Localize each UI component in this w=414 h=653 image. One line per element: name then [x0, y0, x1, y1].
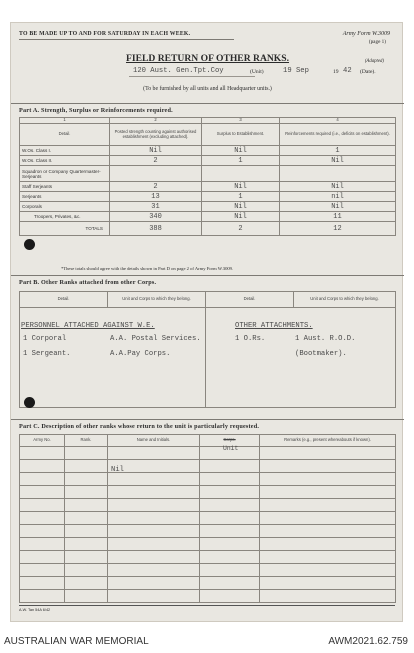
- row-posted: Nil: [110, 146, 202, 156]
- form-title: FIELD RETURN OF OTHER RANKS.: [125, 53, 290, 64]
- part-b-header-unit-right: Unit and Corps to which they belong.: [294, 292, 396, 308]
- row-surplus: 1: [202, 156, 280, 166]
- part-b-left-unit: A.A.Pay Corps.: [110, 350, 171, 358]
- row-reinf: 1: [280, 146, 396, 156]
- part-b-header-unit-left: Unit and Corps to which they belong.: [108, 292, 206, 308]
- part-b-right-unit: 1 Aust. R.O.D.: [295, 335, 356, 343]
- part-c-header-rank: Rank.: [65, 435, 108, 447]
- totals-note: *These totals should agree with the details shown in Part D on page 2 of Army Form W.3009.: [61, 266, 234, 271]
- bottom-rule: [19, 605, 395, 606]
- form-page: (page 1): [368, 39, 386, 45]
- table-row: [20, 192, 396, 202]
- part-c-header-army-no: Army No.: [20, 435, 65, 447]
- part-c-rule: [11, 419, 404, 420]
- row-reinf: [280, 166, 396, 182]
- part-b-left-unit: A.A. Postal Services.: [110, 335, 201, 343]
- row-surplus: Nil: [202, 146, 280, 156]
- year-value: 42: [343, 67, 352, 75]
- totals-label: TOTALS: [20, 222, 110, 236]
- part-b-header-detail-left: Detail.: [20, 292, 108, 308]
- part-c-header-remarks: Remarks (e.g., present whereabouts if known).: [260, 435, 396, 447]
- part-b-left-detail: 1 Corporal: [23, 335, 67, 343]
- footer-accession: AWM2021.62.759: [328, 636, 408, 647]
- row-surplus: 1: [202, 192, 280, 202]
- totals-posted: 388: [110, 222, 202, 236]
- row-surplus: Nil: [202, 212, 280, 222]
- part-c-header-corps: Corps.: [223, 437, 236, 443]
- row-detail: W.Os. Class II.: [20, 156, 110, 166]
- part-a-title: Part A. Strength, Surplus or Reinforcements required.: [19, 107, 173, 114]
- row-surplus: Nil: [202, 182, 280, 192]
- col-number-4: 4: [280, 118, 396, 124]
- part-c-table: [19, 434, 396, 603]
- totals-row: [20, 222, 396, 236]
- row-posted: 340: [110, 212, 202, 222]
- year-prefix: 19: [333, 69, 339, 75]
- unit-rule: [129, 76, 255, 77]
- punch-hole: [24, 239, 35, 250]
- row-reinf: Nil: [280, 156, 396, 166]
- row-posted: 2: [110, 156, 202, 166]
- col-header-surplus: Surplus to Establishment.: [202, 124, 280, 146]
- part-a-table: [19, 117, 396, 236]
- unit-value: 120 Aust. Gen.Tpt.Coy: [133, 67, 224, 75]
- row-reinf: Nil: [280, 202, 396, 212]
- part-b-title: Part B. Other Ranks attached from other Corps.: [19, 279, 157, 286]
- totals-reinf: 12: [280, 222, 396, 236]
- part-a-rule: [11, 103, 404, 104]
- part-b-left-detail: 1 Sergeant.: [23, 350, 71, 358]
- row-posted: 2: [110, 182, 202, 192]
- col-header-detail: Detail.: [20, 124, 110, 146]
- row-posted: 31: [110, 202, 202, 212]
- form-sheet: [10, 22, 403, 622]
- table-row: [20, 166, 396, 182]
- part-c-corps-typed: Unit: [223, 445, 239, 452]
- table-row: [20, 212, 396, 222]
- part-c-header-name: Name and Initials.: [108, 435, 200, 447]
- row-detail: W.Os. Class I.: [20, 146, 110, 156]
- table-row: [20, 202, 396, 212]
- form-number: Army Form W.3009: [342, 31, 390, 37]
- col-number-2: 2: [110, 118, 202, 124]
- part-b-header-detail-right: Detail.: [206, 292, 294, 308]
- form-adapted: (Adapted): [364, 59, 384, 64]
- archive-footer: [0, 630, 414, 653]
- row-detail: Staff Serjeants: [20, 182, 110, 192]
- row-surplus: Nil: [202, 202, 280, 212]
- print-code: A.W. Tan 54A 6/42: [19, 608, 51, 612]
- col-header-reinf: Reinforcements required (i.e., deficits on establishment).: [280, 124, 396, 146]
- part-b-right-detail: 1 O.Rs.: [235, 335, 266, 343]
- table-row: [20, 182, 396, 192]
- row-detail: Troopers, Privates, &c.: [20, 212, 110, 222]
- part-c-title: Part C. Description of other ranks whose return to the unit is particularly requested.: [19, 423, 260, 430]
- part-b-right-unit: (Bootmaker).: [295, 350, 347, 358]
- row-detail: Corporals: [20, 202, 110, 212]
- row-reinf: Nil: [280, 182, 396, 192]
- table-row: [20, 146, 396, 156]
- table-row: [20, 156, 396, 166]
- row-posted: 13: [110, 192, 202, 202]
- col-number-1: 1: [20, 118, 110, 124]
- col-number-3: 3: [202, 118, 280, 124]
- date-value: 19 Sep: [283, 67, 309, 75]
- date-label: (Date).: [360, 69, 376, 75]
- totals-surplus: 2: [202, 222, 280, 236]
- part-c-entry: Nil: [111, 466, 124, 474]
- footer-institution: AUSTRALIAN WAR MEMORIAL: [4, 636, 149, 647]
- row-detail: Squadron or Company Quartermaster-Serjeants: [20, 166, 110, 182]
- furnish-note: (To be furnished by all units and all Headquarter units.): [143, 86, 272, 92]
- unit-label: (Unit): [250, 69, 264, 75]
- top-note: TO BE MADE UP TO AND FOR SATURDAY IN EACH WEEK.: [19, 31, 191, 37]
- col-header-posted: Posted strength counting against authorised establishment (excluding attached).: [110, 124, 202, 146]
- row-reinf: nil: [280, 192, 396, 202]
- part-b-left-heading: PERSONNEL ATTACHED AGAINST W.E.: [21, 322, 155, 330]
- part-b-right-heading: OTHER ATTACHMENTS.: [235, 322, 313, 330]
- row-surplus: [202, 166, 280, 182]
- row-posted: [110, 166, 202, 182]
- punch-hole: [24, 397, 35, 408]
- row-detail: Serjeants: [20, 192, 110, 202]
- top-note-rule: [19, 39, 234, 40]
- part-b-rule: [11, 275, 404, 276]
- row-reinf: 11: [280, 212, 396, 222]
